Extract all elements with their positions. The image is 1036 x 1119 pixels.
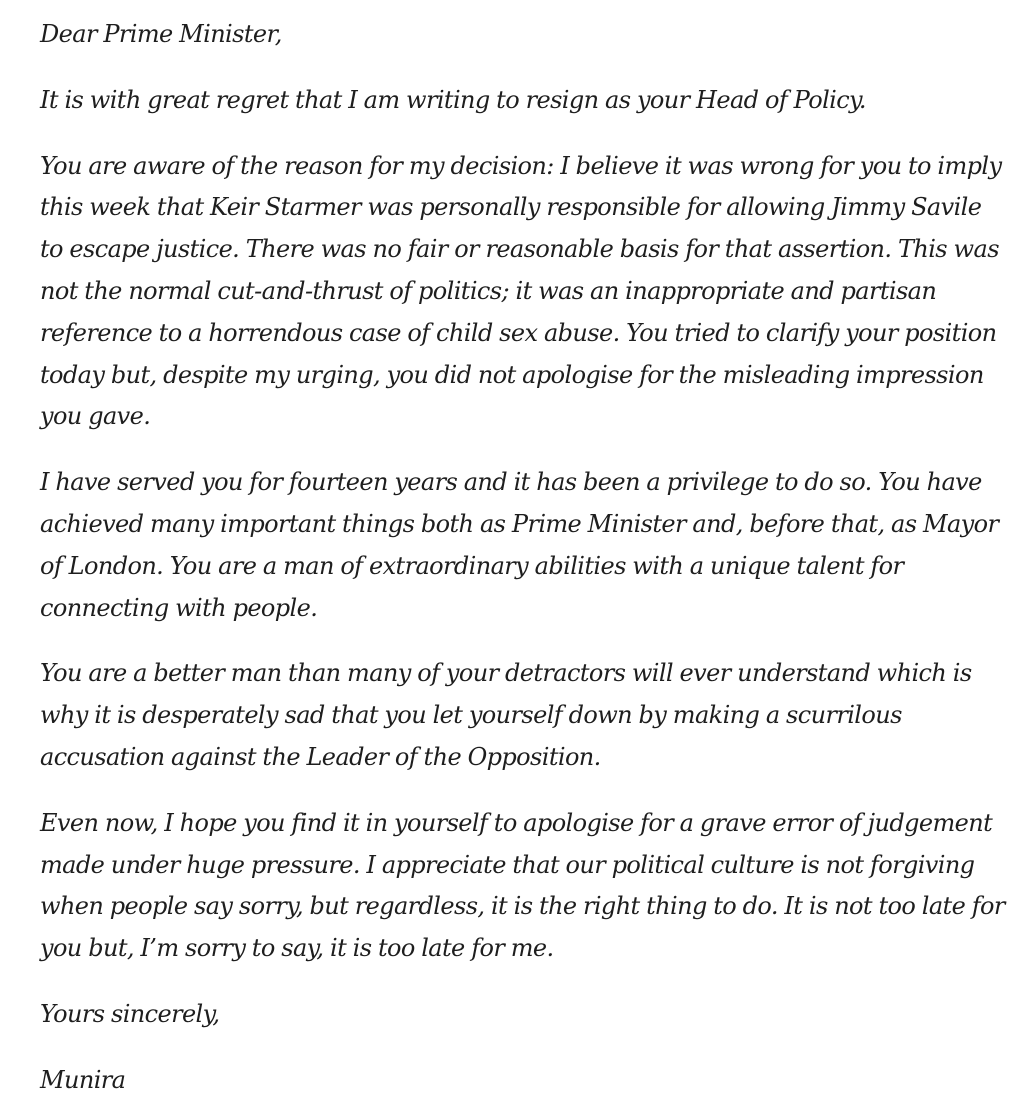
letter-salutation: Dear Prime Minister, bbox=[40, 20, 282, 48]
letter-paragraph: You are a better man than many of your detractors will ever understand which is why it is desperately sad that you let yourself down by making a scurrilous accusation against the Leader of the Opposition. bbox=[40, 659, 972, 771]
letter-paragraph: I have served you for fourteen years and it has been a privilege to do so. You have achieved many important things both as Prime Minister and, before that, as Mayor of London. You are a man of extraordinary abilities with a unique talent for connecting with people. bbox=[40, 468, 999, 622]
letter-paragraph: It is with great regret that I am writing to resign as your Head of Policy. bbox=[40, 85, 866, 114]
letter-paragraph: Even now, I hope you find it in yourself to apologise for a grave error of judgement made under huge pressure. I appreciate that our political culture is not forgiving when people say sorry, but regardless, it is the right thing to do. It is not too late for you but, I’m sorry to say, it is too late for me. bbox=[40, 808, 1005, 963]
letter-closing: Yours sincerely, bbox=[40, 999, 220, 1028]
letter-signature: Munira bbox=[40, 1065, 126, 1094]
resignation-letter bbox=[40, 14, 1010, 1102]
letter-paragraph: You are aware of the reason for my decision: I believe it was wrong for you to imply this week that Keir Starmer was personally responsible for allowing Jimmy Savile to escape justice. There was no fair or reasonable basis for that assertion. This was not the normal cut-and-thrust of politics; it was an inappropriate and partisan reference to a horrendous case of child sex abuse. You tried to clarify your position today but, despite my urging, you did not apologise for the misleading impression you gave. bbox=[40, 151, 1002, 431]
